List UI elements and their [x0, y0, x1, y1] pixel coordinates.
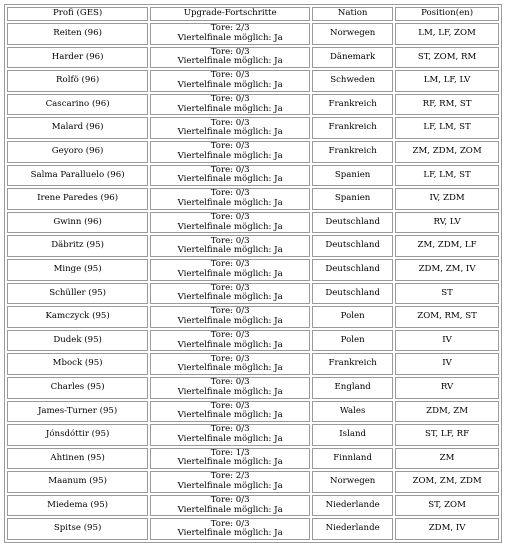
cell-profi: Mbock (95) — [7, 353, 148, 375]
cell-position: ZM, ZDM, LF — [395, 235, 499, 257]
cell-profi: Kamczyck (95) — [7, 306, 148, 328]
upgrade-tore: Tore: 0/3 — [210, 495, 250, 506]
cell-upgrade — [150, 23, 310, 45]
cell-position: ZM — [395, 448, 499, 470]
cell-upgrade — [150, 377, 310, 399]
upgrade-viertelfinale: Viertelfinale möglich: Ja — [177, 103, 283, 114]
upgrade-viertelfinale: Viertelfinale möglich: Ja — [177, 268, 283, 279]
cell-position: ST, ZOM, RM — [395, 47, 499, 69]
cell-position: ST, LF, RF — [395, 424, 499, 446]
header-profi: Profi (GES) — [7, 7, 148, 21]
upgrade-tore: Tore: 0/3 — [210, 282, 250, 293]
cell-position: ST, ZOM — [395, 495, 499, 517]
upgrade-viertelfinale: Viertelfinale möglich: Ja — [177, 292, 283, 303]
cell-nation: Norwegen — [312, 471, 393, 493]
table-row — [7, 495, 499, 517]
upgrade-tore: Tore: 0/3 — [210, 424, 250, 435]
upgrade-tore: Tore: 0/3 — [210, 377, 250, 388]
upgrade-viertelfinale: Viertelfinale möglich: Ja — [177, 79, 283, 90]
cell-profi: Schüller (95) — [7, 283, 148, 305]
header-upgrade: Upgrade-Fortschritte — [150, 7, 310, 21]
upgrade-viertelfinale: Viertelfinale möglich: Ja — [177, 245, 283, 256]
cell-position: LF, LM, ST — [395, 165, 499, 187]
cell-upgrade — [150, 165, 310, 187]
cell-profi: Jónsdóttir (95) — [7, 424, 148, 446]
upgrade-tore: Tore: 0/3 — [210, 518, 250, 529]
upgrade-tore: Tore: 2/3 — [210, 23, 250, 34]
upgrade-viertelfinale: Viertelfinale möglich: Ja — [177, 386, 283, 397]
cell-profi: Irene Paredes (96) — [7, 188, 148, 210]
cell-nation: Polen — [312, 306, 393, 328]
upgrade-viertelfinale: Viertelfinale möglich: Ja — [177, 32, 283, 43]
upgrade-tore: Tore: 0/3 — [210, 235, 250, 246]
cell-nation: Niederlande — [312, 518, 393, 540]
cell-upgrade — [150, 70, 310, 92]
cell-position: ZDM, IV — [395, 518, 499, 540]
upgrade-viertelfinale: Viertelfinale möglich: Ja — [177, 433, 283, 444]
cell-profi: Malard (96) — [7, 117, 148, 139]
cell-upgrade — [150, 47, 310, 69]
cell-nation: England — [312, 377, 393, 399]
cell-nation: Island — [312, 424, 393, 446]
upgrade-tore: Tore: 0/3 — [210, 211, 250, 222]
upgrade-tore: Tore: 0/3 — [210, 400, 250, 411]
table-row — [7, 283, 499, 305]
cell-nation: Wales — [312, 401, 393, 423]
cell-profi: Salma Paralluelo (96) — [7, 165, 148, 187]
upgrade-viertelfinale: Viertelfinale möglich: Ja — [177, 504, 283, 515]
cell-profi: Minge (95) — [7, 259, 148, 281]
cell-profi: Spitse (95) — [7, 518, 148, 540]
table-row — [7, 306, 499, 328]
players-table — [4, 4, 502, 543]
table-wrapper — [4, 4, 502, 543]
cell-position: RV, LV — [395, 212, 499, 234]
upgrade-tore: Tore: 0/3 — [210, 117, 250, 128]
cell-upgrade — [150, 283, 310, 305]
cell-upgrade — [150, 259, 310, 281]
table-body — [7, 23, 499, 540]
cell-upgrade — [150, 471, 310, 493]
table-row — [7, 518, 499, 540]
cell-nation: Niederlande — [312, 495, 393, 517]
upgrade-viertelfinale: Viertelfinale möglich: Ja — [177, 410, 283, 421]
cell-position: RV — [395, 377, 499, 399]
cell-nation: Deutschland — [312, 235, 393, 257]
upgrade-tore: Tore: 0/3 — [210, 93, 250, 104]
cell-upgrade — [150, 424, 310, 446]
upgrade-viertelfinale: Viertelfinale möglich: Ja — [177, 174, 283, 185]
cell-nation: Schweden — [312, 70, 393, 92]
table-header — [7, 7, 499, 21]
upgrade-tore: Tore: 0/3 — [210, 329, 250, 340]
cell-nation: Deutschland — [312, 259, 393, 281]
cell-profi: Däbritz (95) — [7, 235, 148, 257]
table-row — [7, 401, 499, 423]
cell-position: ZDM, ZM, IV — [395, 259, 499, 281]
table-row — [7, 70, 499, 92]
header-position: Position(en) — [395, 7, 499, 21]
cell-upgrade — [150, 401, 310, 423]
table-row — [7, 259, 499, 281]
upgrade-viertelfinale: Viertelfinale möglich: Ja — [177, 197, 283, 208]
cell-nation: Finnland — [312, 448, 393, 470]
upgrade-viertelfinale: Viertelfinale möglich: Ja — [177, 457, 283, 468]
cell-upgrade — [150, 212, 310, 234]
cell-upgrade — [150, 117, 310, 139]
upgrade-viertelfinale: Viertelfinale möglich: Ja — [177, 127, 283, 138]
cell-upgrade — [150, 141, 310, 163]
cell-nation: Norwegen — [312, 23, 393, 45]
cell-position: LF, LM, ST — [395, 117, 499, 139]
cell-upgrade — [150, 518, 310, 540]
table-row — [7, 188, 499, 210]
cell-nation: Spanien — [312, 165, 393, 187]
cell-profi: Charles (95) — [7, 377, 148, 399]
header-nation: Nation — [312, 7, 393, 21]
table-row — [7, 377, 499, 399]
upgrade-tore: Tore: 0/3 — [210, 46, 250, 57]
cell-position: RF, RM, ST — [395, 94, 499, 116]
upgrade-viertelfinale: Viertelfinale möglich: Ja — [177, 363, 283, 374]
cell-position: ZDM, ZM — [395, 401, 499, 423]
cell-nation: Frankreich — [312, 117, 393, 139]
table-row — [7, 424, 499, 446]
cell-profi: Gwinn (96) — [7, 212, 148, 234]
cell-nation: Polen — [312, 330, 393, 352]
upgrade-tore: Tore: 0/3 — [210, 259, 250, 270]
cell-profi: Geyoro (96) — [7, 141, 148, 163]
upgrade-viertelfinale: Viertelfinale möglich: Ja — [177, 56, 283, 67]
cell-position: LM, LF, LV — [395, 70, 499, 92]
table-row — [7, 23, 499, 45]
table-row — [7, 117, 499, 139]
cell-profi: Dudek (95) — [7, 330, 148, 352]
cell-position: ZOM, ZM, ZDM — [395, 471, 499, 493]
cell-upgrade — [150, 448, 310, 470]
cell-profi: Cascarino (96) — [7, 94, 148, 116]
upgrade-tore: Tore: 2/3 — [210, 471, 250, 482]
table-row — [7, 141, 499, 163]
table-row — [7, 165, 499, 187]
table-row — [7, 471, 499, 493]
upgrade-viertelfinale: Viertelfinale möglich: Ja — [177, 221, 283, 232]
table-row — [7, 353, 499, 375]
upgrade-tore: Tore: 0/3 — [210, 306, 250, 317]
table-row — [7, 47, 499, 69]
cell-nation: Frankreich — [312, 353, 393, 375]
upgrade-tore: Tore: 0/3 — [210, 353, 250, 364]
upgrade-tore: Tore: 0/3 — [210, 70, 250, 81]
cell-position: ST — [395, 283, 499, 305]
upgrade-viertelfinale: Viertelfinale möglich: Ja — [177, 528, 283, 539]
cell-upgrade — [150, 306, 310, 328]
header-row — [7, 7, 499, 21]
table-row — [7, 235, 499, 257]
cell-profi: Reiten (96) — [7, 23, 148, 45]
upgrade-viertelfinale: Viertelfinale möglich: Ja — [177, 481, 283, 492]
table-row — [7, 94, 499, 116]
cell-nation: Frankreich — [312, 94, 393, 116]
table-row — [7, 448, 499, 470]
table-row — [7, 212, 499, 234]
upgrade-viertelfinale: Viertelfinale möglich: Ja — [177, 315, 283, 326]
cell-upgrade — [150, 94, 310, 116]
upgrade-viertelfinale: Viertelfinale möglich: Ja — [177, 150, 283, 161]
cell-upgrade — [150, 330, 310, 352]
cell-profi: Harder (96) — [7, 47, 148, 69]
table-row — [7, 330, 499, 352]
cell-nation: Dänemark — [312, 47, 393, 69]
cell-position: IV — [395, 353, 499, 375]
upgrade-tore: Tore: 1/3 — [210, 447, 250, 458]
cell-profi: Miedema (95) — [7, 495, 148, 517]
cell-upgrade — [150, 353, 310, 375]
cell-upgrade — [150, 495, 310, 517]
cell-upgrade — [150, 235, 310, 257]
upgrade-tore: Tore: 0/3 — [210, 188, 250, 199]
cell-position: IV — [395, 330, 499, 352]
cell-profi: Rolfö (96) — [7, 70, 148, 92]
cell-position: ZM, ZDM, ZOM — [395, 141, 499, 163]
cell-upgrade — [150, 188, 310, 210]
cell-profi: James-Turner (95) — [7, 401, 148, 423]
upgrade-viertelfinale: Viertelfinale möglich: Ja — [177, 339, 283, 350]
cell-nation: Deutschland — [312, 212, 393, 234]
cell-position: ZOM, RM, ST — [395, 306, 499, 328]
cell-position: IV, ZDM — [395, 188, 499, 210]
cell-nation: Deutschland — [312, 283, 393, 305]
upgrade-tore: Tore: 0/3 — [210, 141, 250, 152]
cell-position: LM, LF, ZOM — [395, 23, 499, 45]
cell-nation: Spanien — [312, 188, 393, 210]
upgrade-tore: Tore: 0/3 — [210, 164, 250, 175]
cell-nation: Frankreich — [312, 141, 393, 163]
cell-profi: Maanum (95) — [7, 471, 148, 493]
cell-profi: Ahtinen (95) — [7, 448, 148, 470]
